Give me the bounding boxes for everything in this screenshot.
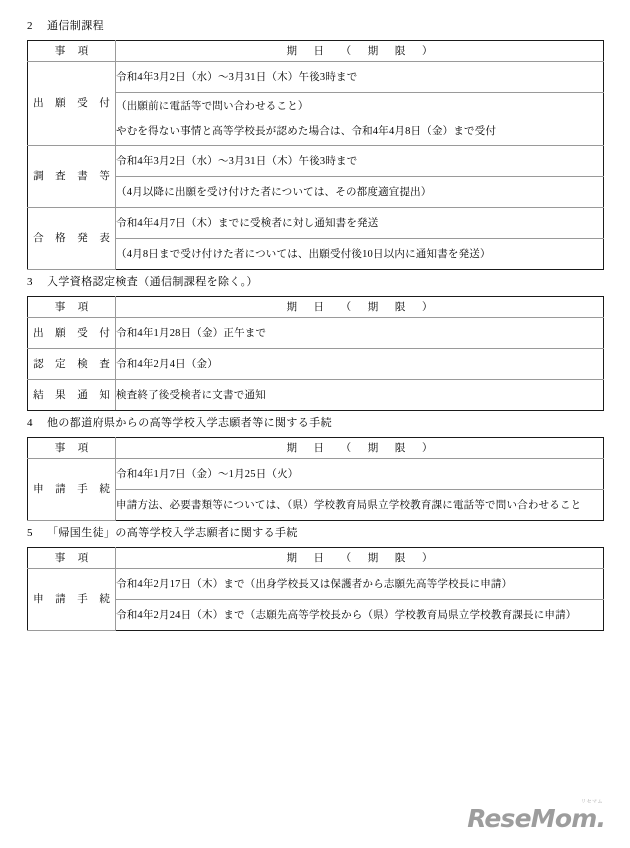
column-header-item [28,548,116,569]
column-header-date [116,297,604,318]
column-header-date-label: 期 日 （ 期 限 ） [286,301,440,313]
row-date-cell [116,208,604,239]
schedule-table [27,547,604,631]
section-title: 入学資格認定検査（通信制課程を除く。） [47,276,258,288]
section-heading [27,415,603,431]
column-header-item-label: 事 項 [54,442,94,454]
section-4 [27,415,603,521]
row-date-cell [116,380,604,411]
section-heading [27,525,603,541]
table-header-row [28,548,604,569]
row-item-label: 申 請 手 続 [33,594,115,605]
date-line: （4月以降に出願を受け付けた者については、その都度適宜提出） [116,186,432,198]
date-line: 令和4年3月2日（水）～3月31日（木）午後3時まで [116,155,358,167]
date-line: 令和4年2月4日（金） [116,358,218,370]
table-row [28,349,604,380]
date-line: （4月8日まで受け付けた者については、出願受付後10日以内に通知書を発送） [116,248,491,260]
row-date-cell [116,459,604,490]
column-header-item-label: 事 項 [54,301,94,313]
date-line: （出願前に電話等で問い合わせること） [116,101,309,112]
table-row [28,380,604,411]
table-row [28,569,604,600]
row-item-cell [28,569,116,631]
row-item-cell [28,318,116,349]
table-row [28,62,604,93]
date-line: 申請方法、必要書類等については、（県）学校教育局県立学校教育課に電話等で問い合わせること [116,499,582,511]
section-title: 通信制課程 [47,20,104,32]
row-date-cell [116,569,604,600]
section-number: 4 [27,417,33,429]
date-line: 令和4年2月17日（木）まで（出身学校長又は保護者から志願先高等学校長に申請） [116,578,513,590]
column-header-item-label: 事 項 [54,45,94,57]
row-item-cell [28,208,116,270]
section-2 [27,18,603,270]
row-date-cell [116,62,604,93]
table-header-row [28,297,604,318]
row-date-cell [116,93,604,146]
row-item-label: 認 定 検 査 [33,358,115,370]
section-number: 2 [27,20,33,32]
table-row [28,146,604,177]
section-3 [27,274,603,411]
table-row [28,459,604,490]
row-date-cell [116,490,604,521]
date-line: 令和4年1月28日（金）正午まで [116,327,267,339]
row-date-cell [116,600,604,631]
row-item-label: 調 査 書 等 [33,171,115,182]
table-header-row [28,41,604,62]
row-item-cell [28,459,116,521]
section-number: 5 [27,527,33,539]
schedule-table [27,437,604,521]
logo-mom-text: Mom [530,804,597,833]
date-line: 令和4年4月7日（木）までに受検者に対し通知書を発送 [116,217,379,229]
schedule-table [27,40,604,270]
column-header-date [116,438,604,459]
logo-period: . [596,804,606,833]
table-row [28,318,604,349]
date-line: 令和4年1月7日（金）～1月25日（火） [116,468,299,480]
row-item-cell [28,62,116,146]
section-title: 「帰国生徒」の高等学校入学志願者に関する手続 [47,527,298,539]
date-line: 令和4年2月24日（木）まで（志願先高等学校長から（県）学校教育局県立学校教育課長に申請） [116,609,577,621]
sections-container [27,18,603,631]
table-header-row [28,438,604,459]
section-heading [27,18,603,34]
row-item-cell [28,146,116,208]
column-header-item [28,41,116,62]
column-header-date-label: 期 日 （ 期 限 ） [286,442,440,454]
section-number: 3 [27,276,33,288]
logo-rese-text: Rese [467,804,531,833]
section-title: 他の都道府県からの高等学校入学志願者等に関する手続 [47,417,332,429]
column-header-date-label: 期 日 （ 期 限 ） [286,552,440,564]
row-date-cell [116,177,604,208]
column-header-date-label: 期 日 （ 期 限 ） [286,45,440,57]
column-header-date [116,41,604,62]
row-item-cell [28,380,116,411]
row-date-cell [116,239,604,270]
row-date-cell [116,349,604,380]
date-line: 検査終了後受検者に文書で通知 [116,389,266,401]
row-item-label: 合 格 発 表 [33,233,115,244]
column-header-item [28,297,116,318]
row-date-cell [116,318,604,349]
resemom-watermark-logo [467,798,606,833]
row-item-label: 結 果 通 知 [33,389,115,401]
row-date-cell [116,146,604,177]
column-header-item [28,438,116,459]
column-header-date [116,548,604,569]
section-heading [27,274,603,290]
row-item-cell [28,349,116,380]
table-row [28,208,604,239]
schedule-table [27,296,604,411]
logo-ruby-text: リセマム [581,799,603,805]
section-5 [27,525,603,631]
row-item-label: 出 願 受 付 [33,327,115,339]
row-item-label: 出 願 受 付 [33,98,115,109]
column-header-item-label: 事 項 [54,552,94,564]
date-line: 令和4年3月2日（水）～3月31日（木）午後3時まで [116,71,358,83]
row-item-label: 申 請 手 続 [33,484,115,495]
date-line: やむを得ない事情と高等学校長が認めた場合は、令和4年4月8日（金）まで受付 [116,126,497,137]
resemom-logotype [467,799,606,833]
